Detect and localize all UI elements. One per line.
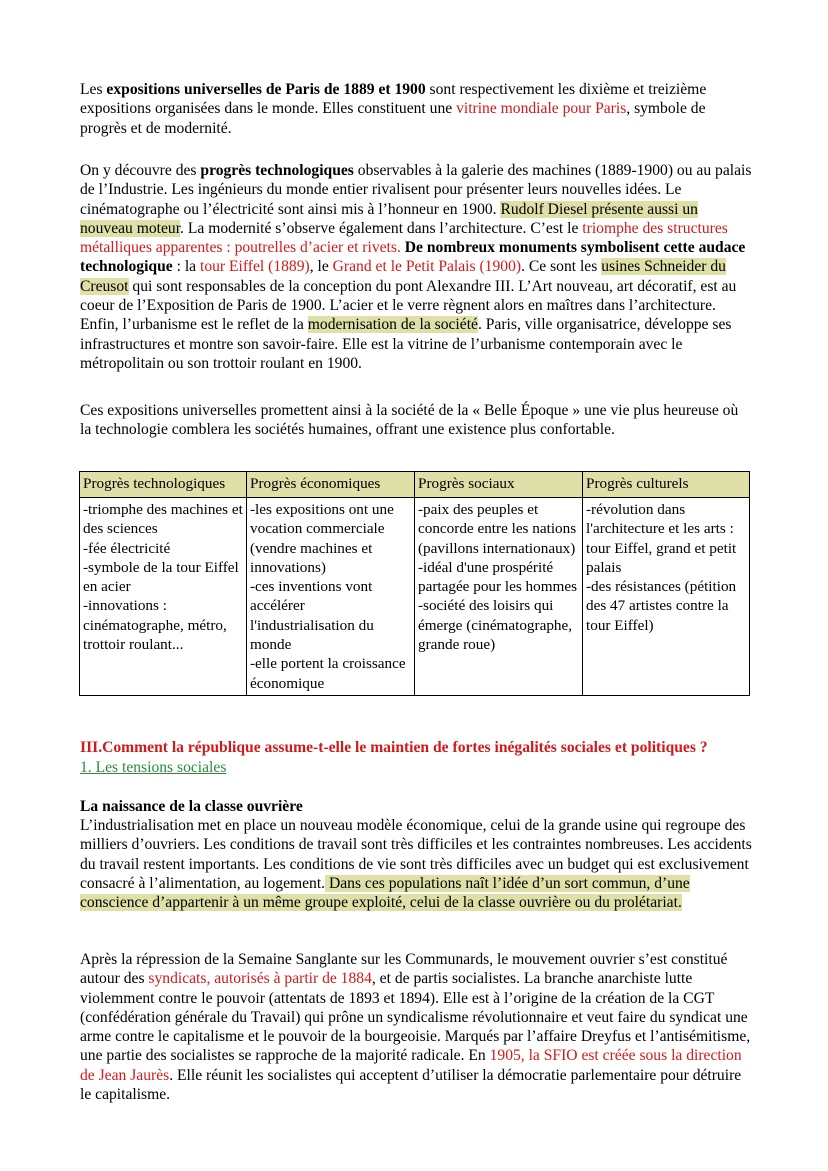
section-title: III.Comment la république assume-t-elle le maintien de fortes inégalités sociales et politiques ? bbox=[80, 739, 708, 756]
paragraph-classe-ouvriere bbox=[80, 816, 752, 912]
text-run: observables à la galerie des machines (1889-1900) ou au palais de l’Industrie. Les ingénieurs du monde entier rivalisent pour présenter leurs nouvelles idées. Le cinématographe ou l’électricité sont ainsi mis à l’honneur en 1900. bbox=[80, 162, 752, 218]
red-text: 1905, la SFIO est créée sous la direction de Jean Jaurès bbox=[80, 1047, 742, 1084]
table-cell-economiques bbox=[247, 498, 415, 696]
list-item: -innovations : cinématographe, métro, trottoir roulant... bbox=[83, 597, 227, 654]
text-run: Après la répression de la Semaine Sanglante sur les Communards, le mouvement ouvrier s’est constitué autour des bbox=[80, 951, 728, 988]
list-item: -triomphe des machines et des sciences bbox=[83, 501, 243, 538]
table-row bbox=[80, 498, 750, 696]
text-run: Les bbox=[80, 81, 107, 98]
bold-text: expositions universelles de Paris de 1889 et 1900 bbox=[106, 81, 426, 98]
list-item: -les expositions ont une vocation commerciale (vendre machines et innovations) bbox=[250, 501, 394, 576]
list-item: -symbole de la tour Eiffel en acier bbox=[83, 558, 239, 596]
list-item: -des résistances (pétition des 47 artistes contre la tour Eiffel) bbox=[586, 578, 737, 634]
table-header-cell: Progrès économiques bbox=[247, 472, 415, 498]
text-run: L’industrialisation met en place un nouveau modèle économique, celui de la grande usine qui regroupe des milliers d’ouvriers. Les conditions de travail sont très difficiles et les contraintes nombreuses. Les accidents du travail restent importants. Les conditions de vie sont très difficiles avec un budget qui est exclusivement consacré à l’alimentation, au logement. bbox=[80, 817, 752, 892]
text-run: sont respectivement les dixième et treizième expositions organisées dans le monde. Elles constituent une bbox=[80, 81, 707, 118]
highlighted-text: usines Schneider du Creusot bbox=[80, 258, 726, 295]
text-run: qui sont responsables de la conception du pont Alexandre III. L’Art nouveau, art décoratif, est au coeur de l’Exposition de Paris de 1900. L’acier et le verre règnent alors en maîtres dans l’architecture. Enfin, l’urbanisme est le reflet de la bbox=[80, 277, 737, 334]
red-text: Grand et le Petit Palais (1900) bbox=[332, 258, 522, 276]
list-item: -elle portent la croissance économique bbox=[250, 655, 406, 692]
text-run: . La modernité s’observe également dans l’architecture. C’est le bbox=[180, 219, 583, 237]
highlighted-text: Dans ces populations naît l’idée d’un sort commun, d’une conscience d’appartenir à un même groupe exploité, celui de la classe ouvrière ou du prolétariat. bbox=[80, 874, 690, 912]
list-item: -idéal d'une prospérité partagée pour les hommes bbox=[418, 558, 577, 596]
subsection-link[interactable]: 1. Les tensions sociales bbox=[80, 759, 227, 776]
paragraph-expositions-intro bbox=[80, 80, 752, 138]
list-item: -société des loisirs qui émerge (cinématographe, grande roue) bbox=[418, 597, 573, 654]
progres-table bbox=[79, 471, 750, 696]
text-run: . Paris, ville organisatrice, développe ses infrastructures et montre son savoir-faire. Elle est la vitrine de l’urbanisme contemporain avec le métropolitain ou son trottoir roulant en 1900. bbox=[80, 316, 732, 372]
list-item: -fée électricité bbox=[83, 539, 171, 557]
text-run: , symbole de progrès et de modernité. bbox=[80, 100, 706, 137]
bold-text: progrès technologiques bbox=[200, 162, 354, 179]
subheading: La naissance de la classe ouvrière bbox=[80, 798, 303, 815]
table-header-cell: Progrès sociaux bbox=[415, 472, 583, 498]
text-run: . Ce sont les bbox=[521, 258, 602, 276]
highlighted-text: modernisation de la société bbox=[307, 316, 478, 334]
list-item: -ces inventions vont accélérer l'industrialisation du monde bbox=[250, 578, 374, 654]
red-text: vitrine mondiale pour Paris bbox=[456, 100, 627, 118]
table-header-cell: Progrès technologiques bbox=[80, 472, 247, 498]
paragraph-mouvement-ouvrier bbox=[80, 950, 752, 1104]
paragraph-belle-epoque: Ces expositions universelles promettent ainsi à la société de la « Belle Époque » une vie plus heureuse où la technologie comblera les sociétés humaines, offrant une existence plus confortable. bbox=[80, 402, 739, 439]
table-cell-sociaux bbox=[415, 498, 583, 696]
text-run: . Elle réunit les socialistes qui acceptent d’utiliser la démocratie parlementaire pour détruire le capitalisme. bbox=[80, 1066, 742, 1104]
table-header-row bbox=[80, 472, 750, 498]
highlighted-text: Rudolf Diesel présente aussi un nouveau moteur bbox=[80, 200, 698, 237]
list-item: -révolution dans l'architecture et les arts : tour Eiffel, grand et petit palais bbox=[586, 501, 737, 576]
red-text: triomphe des structures métalliques apparentes : poutrelles d’acier et rivets. bbox=[80, 219, 728, 257]
text-run: , et de partis socialistes. La branche anarchiste lutte violemment contre le pouvoir (attentats de 1893 et 1894). Elle est à l’origine de la création de la CGT (confédération générale du Travail) qui prône un syndicalisme révolutionnaire et veut faire du syndicat une arme contre le capitalisme et le pouvoir de la bourgeoisie. Marqués par l’affaire Dreyfus et l’antisémitisme, une partie des socialistes se rapproche de la majorité radicale. En bbox=[80, 970, 751, 1065]
red-text: syndicats, autorisés à partir de 1884 bbox=[148, 970, 372, 988]
bold-text: De nombreux monuments symbolisent cette audace technologique bbox=[80, 239, 746, 276]
table-cell-technologiques bbox=[80, 498, 247, 696]
table-cell-culturels bbox=[583, 498, 750, 696]
paragraph-progres-technologiques bbox=[80, 161, 752, 373]
text-run: : la bbox=[172, 258, 200, 276]
text-run: On y découvre des bbox=[80, 162, 201, 179]
red-text: tour Eiffel (1889) bbox=[200, 258, 310, 276]
table-header-cell: Progrès culturels bbox=[583, 472, 750, 498]
list-item: -paix des peuples et concorde entre les nations (pavillons internationaux) bbox=[418, 501, 577, 557]
text-run: , le bbox=[309, 258, 333, 276]
